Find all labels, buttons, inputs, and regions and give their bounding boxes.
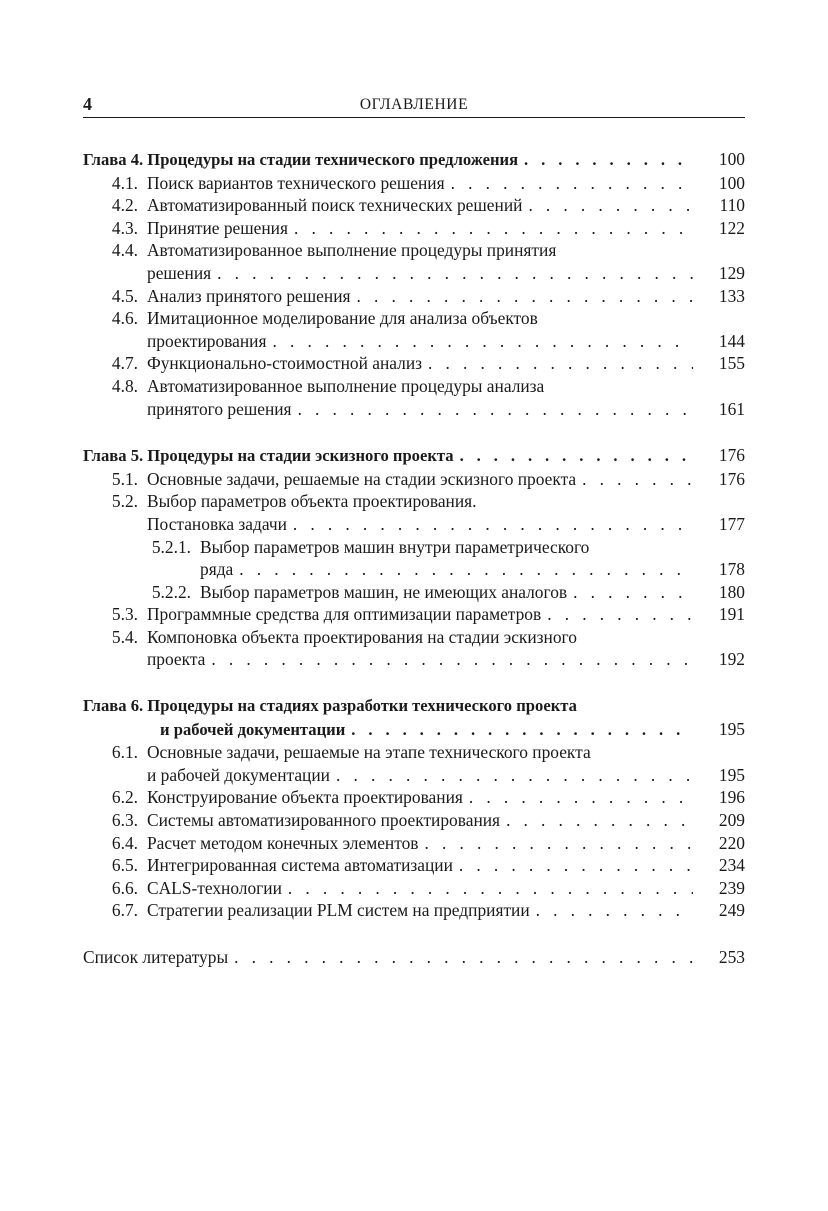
toc-page-number: 249: [718, 900, 745, 921]
toc-entry-section[interactable]: [83, 194, 745, 217]
toc-entry-title-line: Основные задачи, решаемые на стадии эскизного проекта: [147, 468, 577, 489]
toc-entry-chapter[interactable]: [83, 695, 745, 741]
dot-leader: [351, 719, 693, 742]
toc-entry-section[interactable]: [83, 468, 745, 491]
dot-leader: [211, 648, 693, 671]
dot-leader: [582, 468, 693, 491]
toc-entry-plain[interactable]: [83, 946, 745, 969]
toc-page-number: 176: [718, 468, 745, 489]
dot-leader: [293, 513, 693, 536]
toc-entry-number: 5.1.: [111, 468, 138, 489]
dot-leader: [506, 809, 693, 832]
running-head: ОГЛАВЛЕНИЕ: [359, 96, 469, 113]
toc-entry-title-line: принятого решения: [147, 398, 292, 419]
toc-entry-title-line: Имитационное моделирование для анализа объектов: [147, 308, 538, 329]
toc-entry-sub[interactable]: [83, 581, 745, 604]
toc-page-number: 161: [718, 398, 745, 419]
dot-leader: [469, 786, 693, 809]
toc-page-number: 176: [718, 445, 745, 466]
toc-entry-number: 5.2.: [111, 491, 138, 512]
dot-leader: [298, 398, 693, 421]
toc-entry-section[interactable]: [83, 352, 745, 375]
toc-entry-title-line: Выбор параметров машин внутри параметрического: [200, 536, 590, 557]
toc-entry-number: 4.6.: [111, 308, 138, 329]
dot-leader: [460, 445, 693, 468]
dot-leader: [459, 854, 693, 877]
toc-entry-title-line: Выбор параметров машин, не имеющих аналогов: [200, 581, 568, 602]
toc-entry-section[interactable]: [83, 239, 745, 284]
toc-page-number: 195: [718, 764, 745, 785]
toc-entry-number: 4.5.: [111, 285, 138, 306]
dot-leader: [234, 946, 693, 969]
toc-entry-number: 6.6.: [111, 877, 138, 898]
dot-leader: [528, 194, 693, 217]
toc-page-number: 192: [718, 649, 745, 670]
toc-entry-title-line: Глава 5. Процедуры на стадии эскизного проекта: [83, 446, 454, 466]
toc-entry-title-line: Стратегии реализации PLM систем на предприятии: [147, 900, 530, 921]
toc-page-number: 220: [718, 832, 745, 853]
toc-entry-number: 4.2.: [111, 195, 138, 216]
dot-leader: [217, 262, 693, 285]
toc-entry-title-line: Программные средства для оптимизации параметров: [147, 604, 542, 625]
toc-entry-title-line: Автоматизированное выполнение процедуры анализа: [147, 375, 545, 396]
page-header: [83, 93, 745, 118]
dot-leader: [272, 330, 693, 353]
toc-entry-section[interactable]: [83, 741, 745, 786]
toc-entry-section[interactable]: [83, 626, 745, 671]
dot-leader: [239, 558, 693, 581]
toc-entry-title-line: Анализ принятого решения: [147, 285, 351, 306]
dot-leader: [524, 149, 693, 172]
toc-page-number: 196: [718, 787, 745, 808]
toc-entry-number: 6.2.: [111, 787, 138, 808]
toc-page-number: 133: [718, 285, 745, 306]
toc-entry-number: 6.4.: [111, 832, 138, 853]
toc-entry-number: 6.7.: [111, 900, 138, 921]
toc-page-number: 144: [718, 330, 745, 351]
dot-leader: [425, 832, 693, 855]
page-number: 4: [83, 94, 92, 114]
toc-entry-title-line: Глава 4. Процедуры на стадии технического предложения: [83, 150, 519, 169]
toc-entry-title-line: Расчет методом конечных элементов: [147, 832, 419, 853]
toc-entry-title-line: Глава 6. Процедуры на стадиях разработки технического проекта: [83, 696, 577, 716]
toc-entry-number: 4.1.: [111, 172, 138, 193]
toc-page-number: 195: [718, 718, 745, 739]
toc-entry-section[interactable]: [83, 217, 745, 240]
toc-entry-title-line: Автоматизированный поиск технических решений: [147, 195, 523, 216]
toc-page-number: 155: [718, 353, 745, 374]
toc-entry-section[interactable]: [83, 786, 745, 809]
dot-leader: [357, 285, 694, 308]
toc-page-number: 180: [718, 581, 745, 602]
toc-entry-number: 6.5.: [111, 855, 138, 876]
toc-page-number: 191: [718, 604, 745, 625]
toc-entry-title-line: Список литературы: [83, 947, 229, 967]
toc-entry-section[interactable]: [83, 307, 745, 352]
toc-entry-title-line: Постановка задачи: [147, 513, 287, 534]
toc-entry-number: 4.3.: [111, 217, 138, 238]
toc-entry-section[interactable]: [83, 854, 745, 877]
dot-leader: [573, 581, 693, 604]
toc-gap: [83, 671, 745, 695]
dot-leader: [294, 217, 693, 240]
toc-page-number: 178: [718, 559, 745, 580]
toc-page-number: 100: [718, 149, 745, 169]
toc-entry-title-line: Принятие решения: [147, 217, 288, 238]
toc-page-number: 209: [718, 810, 745, 831]
toc-entry-section[interactable]: [83, 490, 745, 535]
toc-entry-title-line: Автоматизированное выполнение процедуры принятия: [147, 240, 557, 261]
dot-leader: [536, 899, 693, 922]
dot-leader: [451, 172, 693, 195]
toc-entry-title-line: и рабочей документации: [147, 764, 330, 785]
toc-entry-section[interactable]: [83, 375, 745, 420]
toc-entry-title-line: Функционально-стоимостной анализ: [147, 353, 423, 374]
toc-entry-title-line: Выбор параметров объекта проектирования.: [147, 491, 477, 512]
toc-page-number: 129: [718, 262, 745, 283]
toc-entry-number: 5.3.: [111, 604, 138, 625]
toc-entry-section[interactable]: [83, 832, 745, 855]
toc-entry-number: 6.3.: [111, 810, 138, 831]
toc-entry-section[interactable]: [83, 899, 745, 922]
toc-entry-title-line: проекта: [147, 649, 206, 670]
toc-entry-title-line: решения: [147, 262, 212, 283]
toc-entry-section[interactable]: [83, 877, 745, 900]
toc-entry-title-line: Системы автоматизированного проектирования: [147, 810, 501, 831]
toc-page-number: 122: [718, 217, 745, 238]
dot-leader: [336, 764, 693, 787]
toc-entry-chapter[interactable]: [83, 148, 745, 172]
toc-page-number: 100: [718, 172, 745, 193]
toc-entry-sub[interactable]: [83, 536, 745, 581]
toc-entry-title-line: Компоновка объекта проектирования на стадии эскизного: [147, 626, 577, 647]
toc-entry-section[interactable]: [83, 285, 745, 308]
dot-leader: [547, 603, 693, 626]
toc-entry-number: 5.2.1.: [151, 536, 191, 557]
toc-entry-number: 5.2.2.: [151, 581, 191, 602]
toc-entry-chapter[interactable]: [83, 444, 745, 468]
toc-entry-section[interactable]: [83, 603, 745, 626]
toc-page-number: 239: [718, 877, 745, 898]
toc-entry-title-line: и рабочей документации: [160, 719, 346, 739]
toc-entry-title-line: ряда: [200, 559, 234, 580]
toc-gap: [83, 922, 745, 946]
toc-entry-title-line: Конструирование объекта проектирования: [147, 787, 463, 808]
toc-entry-number: 4.8.: [111, 375, 138, 396]
toc-entry-section[interactable]: [83, 172, 745, 195]
book-page: [83, 93, 745, 969]
toc-page-number: 253: [718, 947, 745, 967]
toc-entry-title-line: CALS-технологии: [147, 877, 282, 898]
dot-leader: [288, 877, 693, 900]
toc-entry-number: 5.4.: [111, 626, 138, 647]
toc-entry-title-line: Основные задачи, решаемые на этапе технического проекта: [147, 742, 591, 763]
toc-entry-section[interactable]: [83, 809, 745, 832]
toc-entry-title-line: Поиск вариантов технического решения: [147, 172, 445, 193]
toc-entry-title-line: проектирования: [147, 330, 267, 351]
dot-leader: [428, 352, 693, 375]
toc-gap: [83, 420, 745, 444]
toc-page-number: 234: [718, 855, 745, 876]
toc-page-number: 177: [718, 513, 745, 534]
toc-entry-number: 4.4.: [111, 240, 138, 261]
toc-page-number: 110: [719, 195, 745, 216]
toc-entry-title-line: Интегрированная система автоматизации: [147, 855, 453, 876]
table-of-contents: [83, 148, 745, 969]
toc-entry-number: 4.7.: [111, 353, 138, 374]
toc-entry-number: 6.1.: [111, 742, 138, 763]
